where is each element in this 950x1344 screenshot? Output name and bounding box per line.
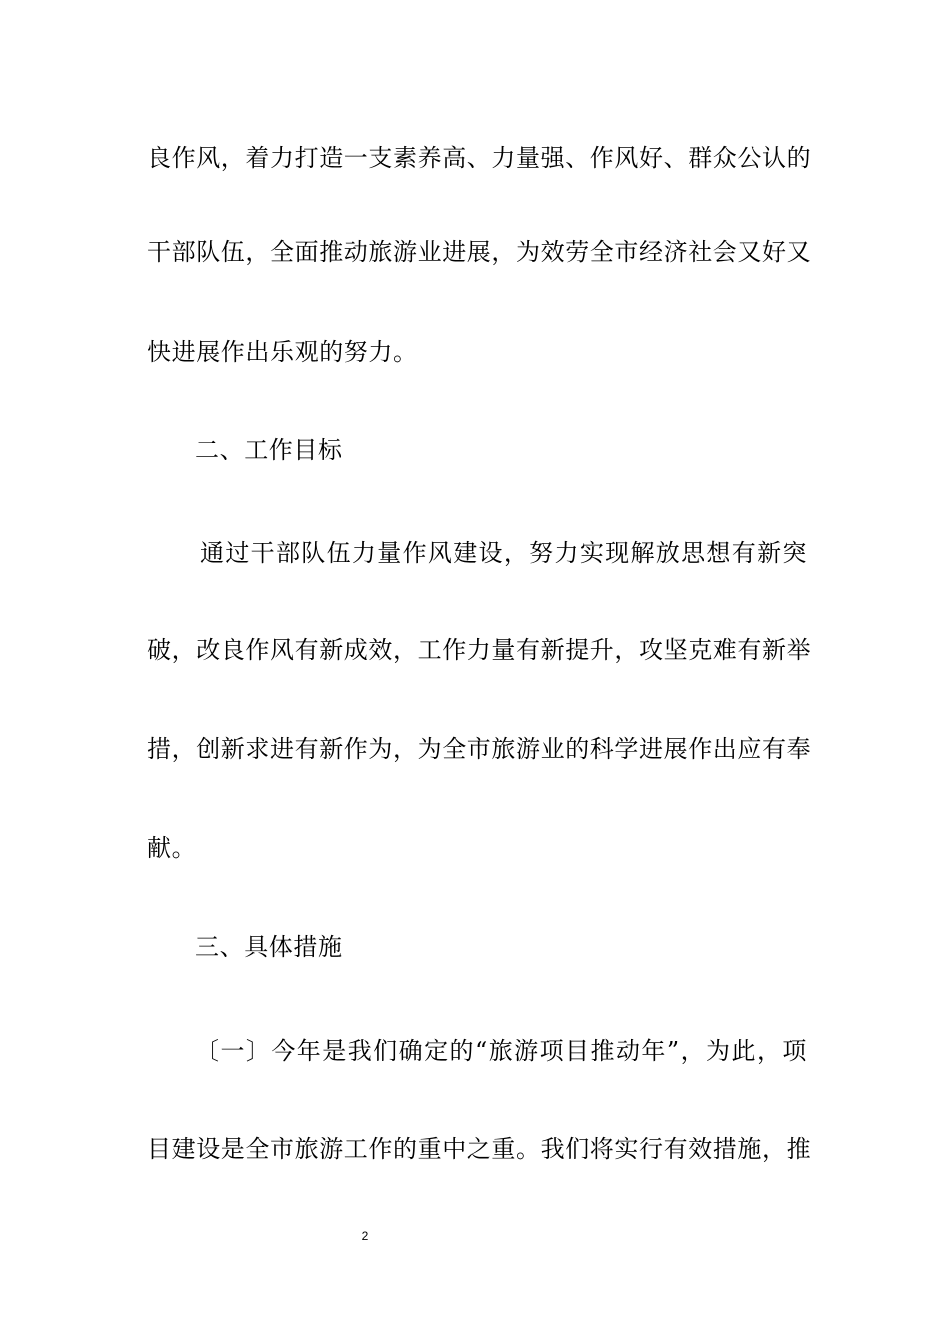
paragraph-line: 目建设是全市旅游工作的重中之重。我们将实行有效措施，推 [147, 1135, 812, 1163]
paragraph-line: 良作风，着力打造一支素养高、力量强、作风好、群众公认的 [147, 144, 812, 172]
paragraph-line: 快进展作出乐观的努力。 [147, 338, 418, 366]
paragraph-line: 破，改良作风有新成效，工作力量有新提升，攻坚克难有新举 [147, 636, 812, 664]
paragraph-line: 献。 [147, 834, 197, 862]
section-heading-work-goals: 二、工作目标 [195, 436, 343, 464]
section-heading-specific-measures: 三、具体措施 [195, 933, 343, 961]
paragraph-line: 干部队伍，全面推动旅游业进展，为效劳全市经济社会又好又 [147, 238, 812, 266]
page-number: 2 [361, 1229, 369, 1243]
paragraph-line: 措，创新求进有新作为，为全市旅游业的科学进展作出应有奉 [147, 735, 812, 763]
paragraph-line: 通过干部队伍力量作风建设，努力实现解放思想有新突 [200, 539, 807, 567]
paragraph-line: 〔一〕今年是我们确定的“旅游项目推动年”，为此，项 [195, 1037, 807, 1065]
